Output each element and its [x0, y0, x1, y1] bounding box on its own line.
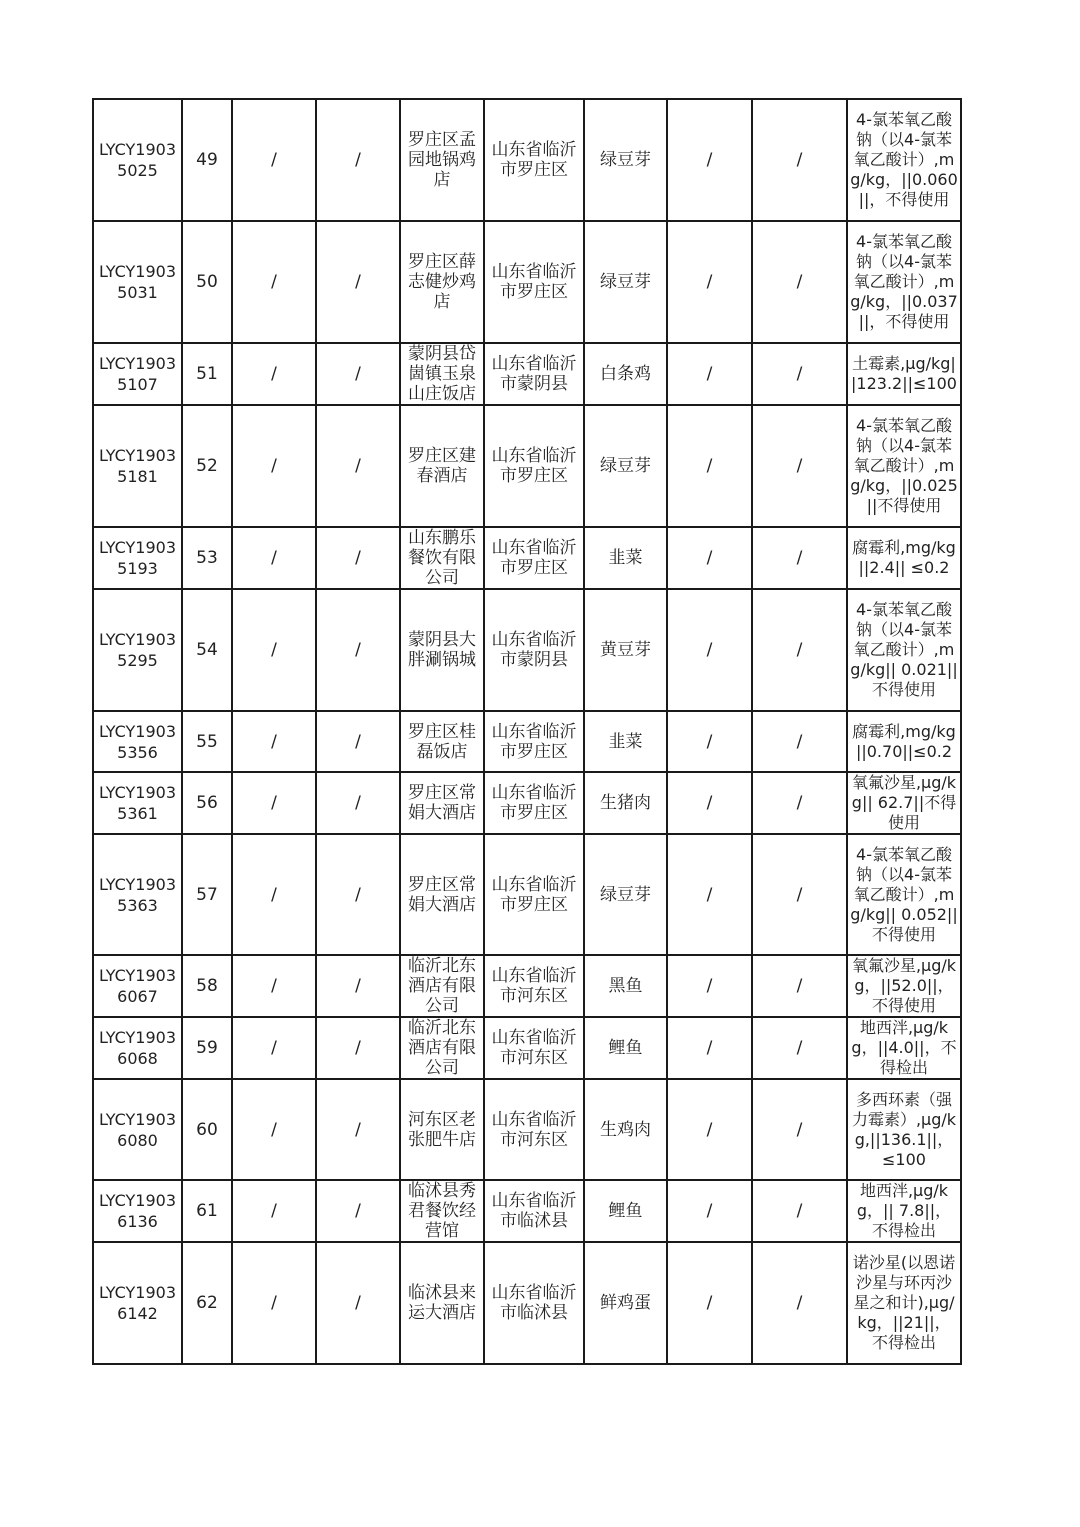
cell-col9-text: /: [796, 1293, 803, 1313]
cell-col3: [232, 221, 316, 343]
cell-food-name: [584, 1017, 667, 1079]
cell-col8-text: /: [706, 548, 713, 568]
cell-col3: [232, 343, 316, 405]
cell-test-result-text: 地西泮,μg/kg，||4.0||，不得检出: [851, 1018, 957, 1077]
cell-test-result: [847, 711, 961, 772]
cell-test-result-text: 土霉素,μg/kg||123.2||≤100: [851, 354, 957, 393]
cell-food-name-text: 绿豆芽: [600, 456, 651, 476]
cell-sampled-unit: [400, 834, 484, 955]
cell-region-text: 山东省临沂市罗庄区: [491, 783, 577, 823]
cell-food-name: [584, 221, 667, 343]
cell-col8-text: /: [706, 793, 713, 813]
cell-col8-text: /: [706, 976, 713, 996]
cell-col4: [316, 1180, 400, 1242]
cell-col9: [752, 711, 847, 772]
cell-col9: [752, 343, 847, 405]
cell-col8: [667, 955, 752, 1017]
cell-food-name-text: 鲤鱼: [608, 1201, 643, 1221]
cell-col8: [667, 405, 752, 527]
cell-col9-text: /: [796, 456, 803, 476]
cell-col3: [232, 711, 316, 772]
cell-region-text: 山东省临沂市罗庄区: [491, 140, 577, 180]
cell-col4: [316, 834, 400, 955]
cell-region: [484, 343, 584, 405]
cell-sample-code-text: LYCY19035363: [98, 874, 177, 915]
cell-col9: [752, 527, 847, 589]
table-row: [93, 527, 961, 589]
cell-col4-text: /: [355, 884, 361, 905]
cell-col4: [316, 711, 400, 772]
cell-region-text: 山东省临沂市临沭县: [491, 1283, 577, 1323]
cell-serial-number: [182, 405, 232, 527]
cell-col3-text: /: [271, 1038, 277, 1058]
cell-col8-text: /: [706, 1293, 713, 1313]
cell-serial-number: [182, 221, 232, 343]
cell-food-name: [584, 527, 667, 589]
cell-region-text: 山东省临沂市河东区: [491, 1109, 577, 1150]
cell-serial-number-text: 60: [196, 1119, 218, 1140]
cell-col8-text: /: [706, 1201, 713, 1221]
cell-region: [484, 1242, 584, 1364]
cell-col3-text: /: [271, 1119, 277, 1140]
cell-col9: [752, 772, 847, 834]
cell-col9-text: /: [796, 150, 803, 170]
cell-sampled-unit-text: 罗庄区常娟大酒店: [408, 783, 476, 823]
cell-sample-code: [93, 834, 182, 955]
cell-test-result-text: 4-氯苯氧乙酸钠（以4-氯苯氧乙酸计）,mg/kg|| 0.021||不得使用: [850, 600, 958, 699]
cell-col3: [232, 405, 316, 527]
cell-col3-text: /: [271, 548, 277, 568]
cell-col8-text: /: [706, 884, 713, 905]
cell-test-result-text: 氧氟沙星,μg/kg，||52.0||，不得使用: [851, 956, 957, 1015]
cell-sampled-unit: [400, 343, 484, 405]
cell-region: [484, 405, 584, 527]
table-row: [93, 99, 961, 221]
cell-food-name: [584, 343, 667, 405]
cell-test-result-text: 地西泮,μg/kg，|| 7.8||，不得检出: [856, 1181, 952, 1240]
cell-col8: [667, 834, 752, 955]
cell-serial-number-text: 56: [196, 793, 218, 813]
cell-sample-code-text: LYCY19035107: [98, 354, 177, 394]
cell-sample-code: [93, 1017, 182, 1079]
cell-sampled-unit-text: 临沂北东酒店有限公司: [408, 956, 476, 1016]
cell-sampled-unit: [400, 1180, 484, 1242]
cell-serial-number-text: 51: [196, 364, 218, 384]
cell-sampled-unit-text: 罗庄区薛志健炒鸡店: [408, 252, 476, 312]
cell-serial-number-text: 59: [196, 1038, 218, 1058]
cell-sample-code: [93, 1242, 182, 1364]
cell-sampled-unit: [400, 589, 484, 711]
cell-col3: [232, 772, 316, 834]
cell-col4-text: /: [355, 150, 361, 170]
cell-test-result: [847, 221, 961, 343]
cell-serial-number-text: 53: [196, 548, 218, 568]
cell-food-name: [584, 834, 667, 955]
cell-region-text: 山东省临沂市罗庄区: [491, 262, 577, 302]
cell-col8: [667, 527, 752, 589]
cell-food-name: [584, 1079, 667, 1180]
cell-col9: [752, 834, 847, 955]
cell-food-name: [584, 772, 667, 834]
cell-sample-code: [93, 1079, 182, 1180]
cell-serial-number: [182, 834, 232, 955]
cell-food-name: [584, 1180, 667, 1242]
cell-sample-code-text: LYCY19035025: [98, 140, 177, 180]
cell-sample-code: [93, 589, 182, 711]
cell-col9-text: /: [796, 731, 803, 752]
cell-serial-number-text: 49: [196, 150, 218, 170]
cell-col8: [667, 343, 752, 405]
cell-region-text: 山东省临沂市河东区: [491, 1028, 577, 1068]
cell-col4-text: /: [355, 1038, 361, 1058]
cell-col4-text: /: [355, 1201, 361, 1221]
cell-test-result: [847, 527, 961, 589]
cell-col8: [667, 589, 752, 711]
cell-region-text: 山东省临沂市河东区: [491, 966, 577, 1006]
cell-test-result: [847, 1242, 961, 1364]
cell-food-name: [584, 955, 667, 1017]
table-row: [93, 1242, 961, 1364]
cell-col9-text: /: [796, 1119, 803, 1140]
cell-food-name: [584, 405, 667, 527]
cell-region: [484, 99, 584, 221]
cell-col3-text: /: [271, 1293, 277, 1313]
cell-sample-code: [93, 343, 182, 405]
cell-col9-text: /: [796, 793, 803, 813]
cell-sampled-unit: [400, 1079, 484, 1180]
cell-region-text: 山东省临沂市蒙阴县: [491, 630, 577, 670]
table-row: [93, 1180, 961, 1242]
cell-col4-text: /: [355, 456, 361, 476]
cell-region: [484, 772, 584, 834]
cell-test-result: [847, 834, 961, 955]
cell-col8: [667, 711, 752, 772]
cell-serial-number-text: 50: [196, 272, 218, 292]
cell-region: [484, 1180, 584, 1242]
cell-col9-text: /: [796, 1038, 803, 1058]
cell-col3-text: /: [271, 640, 277, 660]
cell-test-result: [847, 405, 961, 527]
cell-sample-code: [93, 772, 182, 834]
cell-food-name-text: 绿豆芽: [600, 884, 651, 905]
cell-test-result-text: 氧氟沙星,μg/kg|| 62.7||不得使用: [851, 773, 957, 832]
cell-col4: [316, 1079, 400, 1180]
cell-serial-number: [182, 343, 232, 405]
cell-food-name-text: 黑鱼: [608, 976, 643, 996]
cell-test-result-text: 4-氯苯氧乙酸钠（以4-氯苯氧乙酸计）,mg/kg，||0.060 ||，不得使用: [850, 110, 958, 209]
cell-sampled-unit-text: 罗庄区常娟大酒店: [408, 874, 476, 915]
cell-col4-text: /: [355, 793, 361, 813]
cell-serial-number: [182, 527, 232, 589]
cell-region-text: 山东省临沂市罗庄区: [491, 721, 577, 762]
cell-col4: [316, 99, 400, 221]
cell-food-name-text: 鲤鱼: [608, 1038, 643, 1058]
cell-test-result: [847, 343, 961, 405]
cell-serial-number: [182, 589, 232, 711]
cell-region: [484, 1017, 584, 1079]
cell-col4: [316, 772, 400, 834]
cell-col4: [316, 405, 400, 527]
cell-serial-number: [182, 955, 232, 1017]
cell-test-result: [847, 1079, 961, 1180]
cell-col4: [316, 955, 400, 1017]
cell-col4-text: /: [355, 1293, 361, 1313]
cell-col9-text: /: [796, 640, 803, 660]
cell-sampled-unit-text: 罗庄区桂磊饭店: [408, 721, 476, 762]
table-row: [93, 221, 961, 343]
cell-serial-number: [182, 1180, 232, 1242]
cell-test-result-text: 诺沙星(以恩诺沙星与环丙沙星之和计),μg/kg，||21||，不得检出: [852, 1253, 956, 1352]
cell-sampled-unit-text: 蒙阴县岱崮镇玉泉山庄饭店: [408, 344, 476, 404]
cell-col3: [232, 1017, 316, 1079]
cell-region-text: 山东省临沂市罗庄区: [491, 874, 577, 915]
cell-sampled-unit: [400, 1017, 484, 1079]
cell-sampled-unit: [400, 221, 484, 343]
cell-col3: [232, 1079, 316, 1180]
cell-food-name: [584, 589, 667, 711]
cell-col4-text: /: [355, 548, 361, 568]
cell-col4: [316, 1017, 400, 1079]
cell-col8-text: /: [706, 640, 713, 660]
cell-serial-number-text: 61: [196, 1201, 218, 1221]
cell-sampled-unit-text: 河东区老张肥牛店: [408, 1109, 476, 1150]
cell-sample-code-text: LYCY19035295: [98, 630, 177, 670]
cell-serial-number: [182, 1242, 232, 1364]
cell-food-name-text: 生鸡肉: [600, 1119, 651, 1140]
cell-serial-number: [182, 711, 232, 772]
cell-sample-code-text: LYCY19035356: [98, 721, 177, 762]
cell-test-result: [847, 1017, 961, 1079]
cell-col9-text: /: [796, 1201, 803, 1221]
cell-region: [484, 955, 584, 1017]
cell-region: [484, 221, 584, 343]
cell-col4-text: /: [355, 364, 361, 384]
cell-col3-text: /: [271, 150, 277, 170]
cell-col3: [232, 955, 316, 1017]
cell-serial-number: [182, 772, 232, 834]
cell-col8: [667, 772, 752, 834]
cell-region: [484, 834, 584, 955]
cell-col3: [232, 589, 316, 711]
cell-test-result: [847, 955, 961, 1017]
cell-sample-code: [93, 1180, 182, 1242]
cell-col4-text: /: [355, 1119, 361, 1140]
cell-col3-text: /: [271, 1201, 277, 1221]
cell-sample-code-text: LYCY19035361: [98, 783, 177, 823]
cell-col9: [752, 1242, 847, 1364]
table-row: [93, 834, 961, 955]
cell-col9-text: /: [796, 976, 803, 996]
cell-sample-code-text: LYCY19036136: [98, 1191, 177, 1231]
cell-col4-text: /: [355, 640, 361, 660]
cell-sampled-unit-text: 蒙阴县大胖涮锅城: [408, 630, 476, 670]
cell-region-text: 山东省临沂市罗庄区: [491, 538, 577, 578]
cell-sampled-unit: [400, 527, 484, 589]
table-row: [93, 711, 961, 772]
cell-sample-code: [93, 405, 182, 527]
cell-sampled-unit-text: 临沂北东酒店有限公司: [408, 1018, 476, 1078]
cell-col8-text: /: [706, 272, 713, 292]
cell-region: [484, 711, 584, 772]
cell-col3-text: /: [271, 364, 277, 384]
cell-test-result-text: 4-氯苯氧乙酸钠（以4-氯苯氧乙酸计）,mg/kg，||0.037 ||，不得使用: [850, 232, 958, 331]
cell-serial-number: [182, 99, 232, 221]
cell-col4: [316, 527, 400, 589]
cell-col9: [752, 1079, 847, 1180]
cell-sample-code-text: LYCY19036080: [98, 1109, 177, 1150]
cell-food-name: [584, 1242, 667, 1364]
cell-test-result: [847, 99, 961, 221]
cell-serial-number-text: 58: [196, 976, 218, 996]
table-row: [93, 343, 961, 405]
cell-sampled-unit: [400, 711, 484, 772]
cell-serial-number-text: 57: [196, 884, 218, 905]
cell-test-result: [847, 589, 961, 711]
cell-test-result-text: 腐霉利,mg/kg ||2.4|| ≤0.2: [852, 538, 956, 577]
cell-col4: [316, 1242, 400, 1364]
cell-col4-text: /: [355, 976, 361, 996]
table-row: [93, 1079, 961, 1180]
cell-sampled-unit-text: 临沭县来运大酒店: [408, 1283, 476, 1323]
cell-col8-text: /: [706, 1038, 713, 1058]
cell-col4: [316, 221, 400, 343]
cell-col9: [752, 589, 847, 711]
cell-sampled-unit-text: 罗庄区孟园地锅鸡店: [408, 130, 476, 190]
cell-col8-text: /: [706, 456, 713, 476]
table-row: [93, 1017, 961, 1079]
cell-sampled-unit: [400, 955, 484, 1017]
cell-region: [484, 589, 584, 711]
cell-col3: [232, 99, 316, 221]
cell-sample-code-text: LYCY19036068: [98, 1028, 177, 1068]
cell-sample-code-text: LYCY19036067: [98, 966, 177, 1006]
cell-col9-text: /: [796, 272, 803, 292]
cell-col8: [667, 1079, 752, 1180]
cell-col8: [667, 221, 752, 343]
cell-sampled-unit: [400, 99, 484, 221]
cell-food-name-text: 鲜鸡蛋: [600, 1293, 651, 1313]
cell-test-result: [847, 772, 961, 834]
cell-region: [484, 527, 584, 589]
cell-test-result-text: 4-氯苯氧乙酸钠（以4-氯苯氧乙酸计）,mg/kg|| 0.052||不得使用: [850, 844, 958, 944]
cell-col9-text: /: [796, 884, 803, 905]
cell-col4-text: /: [355, 272, 361, 292]
cell-col3-text: /: [271, 976, 277, 996]
cell-col4: [316, 589, 400, 711]
cell-test-result: [847, 1180, 961, 1242]
cell-sampled-unit-text: 临沭县秀君餐饮经营馆: [408, 1181, 476, 1241]
cell-col9: [752, 405, 847, 527]
cell-col8: [667, 99, 752, 221]
cell-test-result-text: 4-氯苯氧乙酸钠（以4-氯苯氧乙酸计）,mg/kg，||0.025 ||不得使用: [850, 416, 958, 515]
cell-sample-code-text: LYCY19035181: [98, 446, 177, 486]
cell-food-name-text: 韭菜: [608, 731, 643, 752]
cell-col4: [316, 343, 400, 405]
cell-col9: [752, 99, 847, 221]
cell-col3-text: /: [271, 272, 277, 292]
cell-sample-code: [93, 955, 182, 1017]
cell-col8: [667, 1242, 752, 1364]
cell-col9: [752, 221, 847, 343]
cell-sample-code-text: LYCY19035193: [98, 538, 177, 578]
cell-food-name: [584, 711, 667, 772]
cell-test-result-text: 多西环素（强力霉素）,μg/kg,||136.1||，≤100: [851, 1089, 957, 1169]
cell-col9-text: /: [796, 364, 803, 384]
cell-col8: [667, 1017, 752, 1079]
cell-food-name-text: 绿豆芽: [600, 150, 651, 170]
cell-col9-text: /: [796, 548, 803, 568]
cell-col8: [667, 1180, 752, 1242]
table-row: [93, 772, 961, 834]
cell-food-name-text: 白条鸡: [600, 364, 651, 384]
table-row: [93, 589, 961, 711]
cell-col8-text: /: [706, 731, 713, 752]
cell-test-result-text: 腐霉利,mg/kg||0.70||≤0.2: [852, 721, 956, 761]
cell-food-name-text: 生猪肉: [600, 793, 651, 813]
cell-col4-text: /: [355, 731, 361, 752]
cell-col9: [752, 1180, 847, 1242]
cell-col3-text: /: [271, 731, 277, 752]
cell-serial-number-text: 62: [196, 1293, 218, 1313]
cell-food-name: [584, 99, 667, 221]
cell-region-text: 山东省临沂市罗庄区: [491, 446, 577, 486]
cell-serial-number-text: 54: [196, 640, 218, 660]
cell-sample-code: [93, 99, 182, 221]
cell-region: [484, 1079, 584, 1180]
results-table: [92, 98, 962, 1365]
table-row: [93, 405, 961, 527]
cell-col3: [232, 1180, 316, 1242]
cell-sampled-unit-text: 山东鹏乐餐饮有限公司: [408, 528, 476, 588]
cell-sample-code: [93, 527, 182, 589]
cell-col3-text: /: [271, 793, 277, 813]
cell-serial-number: [182, 1079, 232, 1180]
cell-sampled-unit: [400, 1242, 484, 1364]
cell-serial-number-text: 52: [196, 456, 218, 476]
cell-col3: [232, 1242, 316, 1364]
cell-region-text: 山东省临沂市临沭县: [491, 1191, 577, 1231]
cell-sample-code: [93, 711, 182, 772]
cell-food-name-text: 黄豆芽: [600, 640, 651, 660]
cell-col3-text: /: [271, 456, 277, 476]
cell-col3: [232, 527, 316, 589]
cell-sampled-unit-text: 罗庄区建春酒店: [408, 446, 476, 486]
cell-serial-number-text: 55: [196, 731, 218, 752]
cell-region-text: 山东省临沂市蒙阴县: [491, 354, 577, 394]
cell-serial-number: [182, 1017, 232, 1079]
cell-col9: [752, 955, 847, 1017]
cell-sample-code: [93, 221, 182, 343]
cell-sample-code-text: LYCY19035031: [98, 262, 177, 302]
cell-col8-text: /: [706, 364, 713, 384]
cell-col8-text: /: [706, 150, 713, 170]
cell-sample-code-text: LYCY19036142: [98, 1283, 177, 1323]
cell-col3-text: /: [271, 884, 277, 905]
cell-col3: [232, 834, 316, 955]
cell-col8-text: /: [706, 1119, 713, 1140]
cell-col9: [752, 1017, 847, 1079]
cell-sampled-unit: [400, 772, 484, 834]
cell-food-name-text: 绿豆芽: [600, 272, 651, 292]
cell-food-name-text: 韭菜: [608, 548, 643, 568]
table-row: [93, 955, 961, 1017]
cell-sampled-unit: [400, 405, 484, 527]
